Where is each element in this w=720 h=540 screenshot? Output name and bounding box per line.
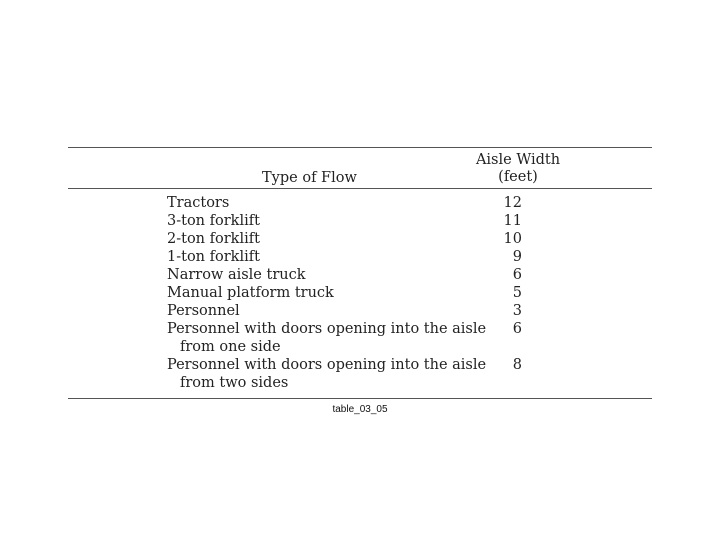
table-row xyxy=(68,230,652,248)
aisle-width-header-line2: (feet) xyxy=(498,169,538,185)
type-of-flow-header: Type of Flow xyxy=(262,170,357,186)
flow-cell xyxy=(167,302,652,320)
flow-cell xyxy=(167,194,652,212)
table-header xyxy=(68,148,652,188)
flow-text: Manual platform truck xyxy=(167,285,334,301)
table-bottom-rule xyxy=(68,398,652,399)
width-cell: 8 xyxy=(512,357,522,373)
table-row xyxy=(68,320,652,356)
width-cell: 3 xyxy=(512,303,522,319)
flow-text-continued: from two sides xyxy=(180,375,289,391)
flow-text: Personnel xyxy=(167,303,240,319)
flow-text: Personnel with doors opening into the aisle xyxy=(167,357,487,373)
flow-cell xyxy=(167,266,652,284)
width-cell: 5 xyxy=(512,285,522,301)
flow-cell xyxy=(167,320,652,356)
flow-text: 2-ton forklift xyxy=(167,231,260,247)
aisle-width-header-line1: Aisle Width xyxy=(475,152,561,168)
width-cell: 12 xyxy=(503,195,522,211)
flow-cell xyxy=(167,230,652,248)
table-body xyxy=(68,189,652,398)
flow-cell xyxy=(167,212,652,230)
width-cell: 11 xyxy=(503,213,522,229)
flow-text: Tractors xyxy=(167,195,230,211)
flow-text-continued: from one side xyxy=(180,339,281,355)
flow-cell xyxy=(167,284,652,302)
table-row xyxy=(68,302,652,320)
table-row xyxy=(68,266,652,284)
flow-cell xyxy=(167,356,652,392)
flow-text: 3-ton forklift xyxy=(167,213,260,229)
aisle-width-header xyxy=(468,152,568,186)
width-cell: 10 xyxy=(503,231,522,247)
table-row xyxy=(68,284,652,302)
width-cell: 6 xyxy=(512,321,522,337)
table-caption: table_03_05 xyxy=(332,404,388,415)
flow-text: 1-ton forklift xyxy=(167,249,260,265)
flow-text: Narrow aisle truck xyxy=(167,267,306,283)
width-cell: 9 xyxy=(512,249,522,265)
table-row xyxy=(68,212,652,230)
table-row xyxy=(68,194,652,212)
table-row xyxy=(68,248,652,266)
flow-text: Personnel with doors opening into the aisle xyxy=(167,321,487,337)
aisle-width-table xyxy=(68,147,652,399)
flow-cell xyxy=(167,248,652,266)
table-row xyxy=(68,356,652,392)
width-cell: 6 xyxy=(512,267,522,283)
